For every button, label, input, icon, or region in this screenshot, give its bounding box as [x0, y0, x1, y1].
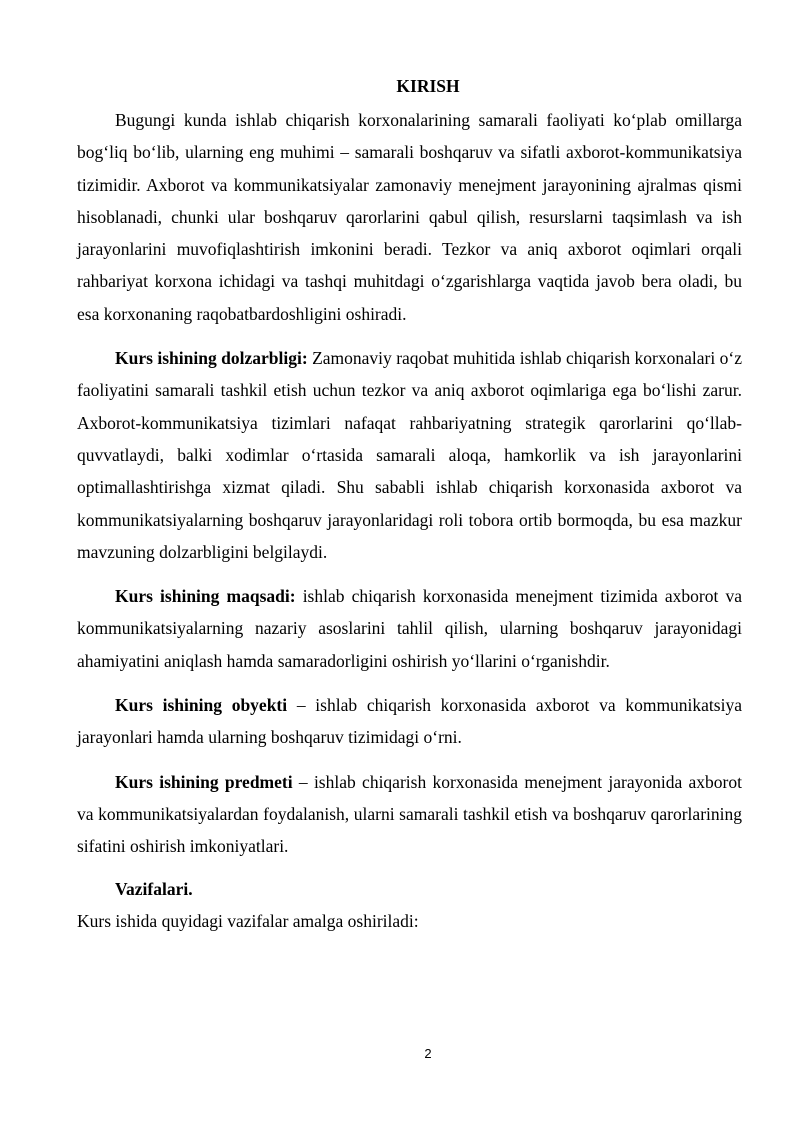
goal-label: Kurs ishining maqsadi: — [115, 586, 296, 607]
subject-paragraph — [77, 766, 742, 863]
intro-paragraph: Bugungi kunda ishlab chiqarish korxonalarining samarali faoliyati ko‘plab omillarga bog‘liq bo‘lib, ularning eng muhimi – samarali boshqaruv va sifatli axborot-kommunikatsiya tizimidir. Axborot va kommunikatsiyalar zamonaviy menejment jarayonining ajralmas qismi hisoblanadi, chunki ular boshqaruv qarorlarini qabul qilish, resurslarni taqsimlash va ish jarayonlarini muvofiqlashtirish imkonini beradi. Tezkor va aniq axborot oqimlari orqali rahbariyat korxona ichidagi va tashqi muhitdagi o‘zgarishlarga vaqtida javob bera oladi, bu esa korxonaning raqobatbardoshligini oshiradi. — [77, 110, 742, 324]
object-paragraph — [77, 689, 742, 754]
relevance-text: Zamonaviy raqobat muhitida ishlab chiqarish korxonalari o‘z faoliyatini samarali tashkil etish uchun tezkor va aniq axborot oqimlariga ega bo‘lishi zarur. Axborot-kommunikatsiya tizimlari nafaqat rahbariyatning strategik qarorlarini qo‘llab-quvvatlaydi, balki xodimlar o‘rtasida samarali aloqa, hamkorlik va ish jarayonlarini optimallashtirishga xizmat qiladi. Shu sababli ishlab chiqarish korxonasida axborot va kommunikatsiyalarning boshqaruv jarayonlaridagi roli tobora ortib bormoqda, bu esa mazkur mavzuning dolzarbligini belgilaydi. — [77, 348, 742, 562]
subject-label: Kurs ishining predmeti — [115, 771, 293, 792]
relevance-paragraph — [77, 342, 742, 568]
tasks-intro: Kurs ishida quyidagi vazifalar amalga oshiriladi: — [77, 910, 419, 931]
page-number: 2 — [424, 1046, 432, 1061]
object-label: Kurs ishining obyekti — [115, 695, 288, 716]
goal-text: ishlab chiqarish korxonasida menejment tizimida axborot va kommunikatsiyalarning nazariy asoslarini tahlil qilish, ularning boshqaruv jarayonidagi ahamiyatini aniqlash hamda samaradorligini oshirish yo‘llarini o‘rganishdir. — [77, 586, 742, 671]
object-text: – ishlab chiqarish korxonasida axborot va kommunikatsiya jarayonlari hamda ularning boshqaruv tizimidagi o‘rni. — [77, 695, 742, 748]
tasks-heading: Vazifalari. — [115, 878, 193, 899]
relevance-label: Kurs ishining dolzarbligi: — [115, 348, 308, 369]
subject-text: – ishlab chiqarish korxonasida menejment jarayonida axborot va kommunikatsiyalardan foydalanish, ularni samarali tashkil etish va boshqaruv qarorlarining sifatini oshirish imkoniyatlari. — [77, 771, 742, 857]
goal-paragraph — [77, 580, 742, 677]
document-page — [77, 70, 742, 937]
page-title: KIRISH — [396, 76, 460, 96]
